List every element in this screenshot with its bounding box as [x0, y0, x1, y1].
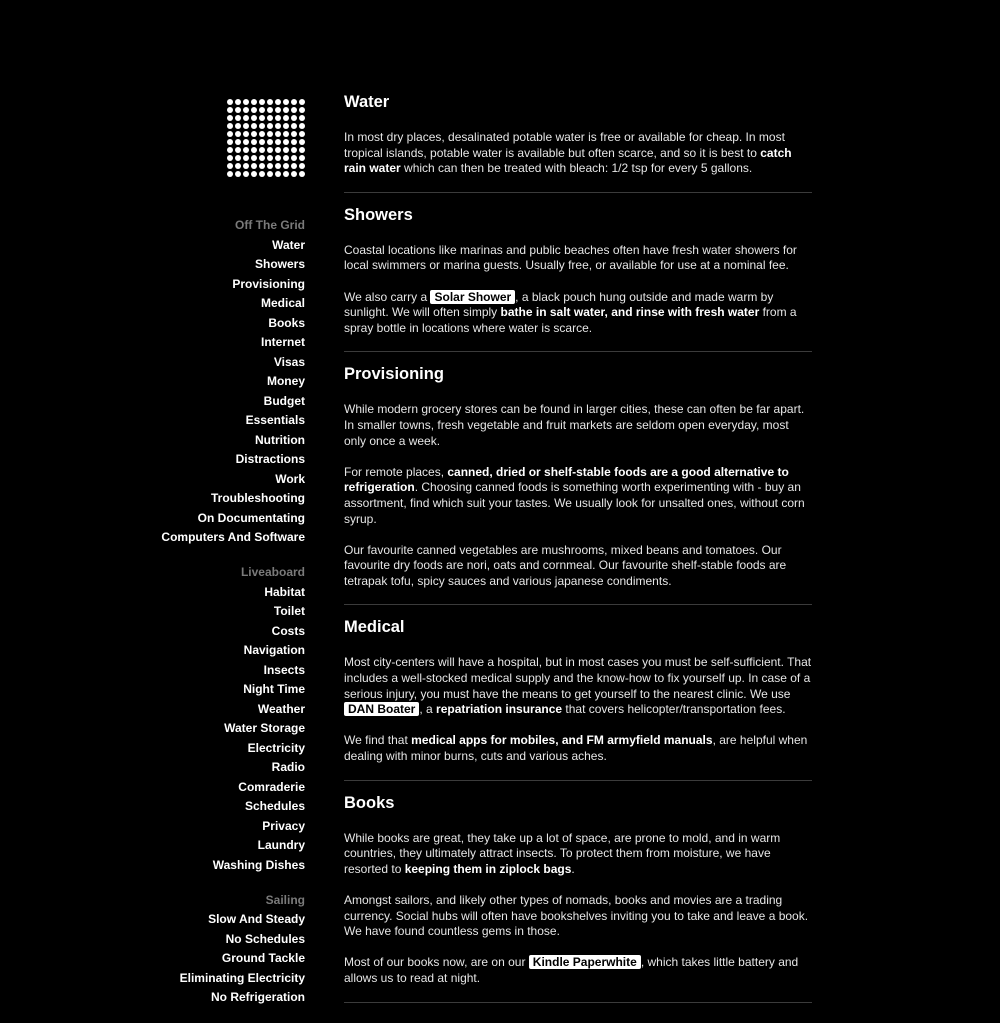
logo-dot [251, 131, 257, 137]
body-text: Amongst sailors, and likely other types of nomads, books and movies are a trading currency. Social hubs will often have bookshelves inviting you to take and leave a book. We have found countless gems in those. [344, 893, 809, 939]
main-content [344, 93, 812, 1016]
body-text: . [571, 861, 575, 876]
product-link[interactable]: Kindle Paperwhite [529, 955, 641, 969]
sidebar-nav-link[interactable]: Slow And Steady [208, 912, 305, 926]
logo-dot [243, 115, 249, 121]
logo-dot [259, 115, 265, 121]
sidebar-nav-link[interactable]: Toilet [273, 604, 305, 618]
logo-dot [275, 107, 281, 113]
logo-dot [275, 99, 281, 105]
content-section [344, 618, 812, 780]
nav-group [100, 891, 305, 1008]
sidebar-nav-link[interactable]: Habitat [264, 584, 305, 599]
section-title: Provisioning [344, 365, 444, 384]
body-text: For remote places, [344, 464, 448, 479]
emphasis-text: bathe in salt water, and rinse with fresh water [500, 305, 760, 320]
body-text: Most city-centers will have a hospital, but in most cases you must be self-sufficient. That includes a well-stocked medical supply and the know-how to fix yourself up. In case of a serious injury, you must have the means to get yourself to the nearest clinic. We use [344, 655, 812, 701]
sidebar-nav-link[interactable]: Night Time [243, 682, 305, 696]
sidebar-nav-link[interactable]: Internet [260, 335, 305, 349]
sidebar-nav-link[interactable]: Comraderie [238, 779, 305, 794]
logo-dot [227, 123, 233, 129]
logo-dot [227, 171, 233, 177]
logo-dot [275, 147, 281, 153]
section-paragraph [344, 465, 812, 527]
logo-dot [267, 123, 273, 129]
sidebar-nav-link[interactable]: Money [266, 374, 305, 388]
sidebar-nav-link[interactable]: Essentials [245, 413, 305, 427]
logo-dot [235, 107, 241, 113]
logo-dot [243, 107, 249, 113]
logo-dot [291, 139, 297, 145]
sidebar-nav-link[interactable]: Books [268, 315, 305, 330]
sidebar-nav-link[interactable]: Privacy [262, 818, 305, 833]
logo-dot [251, 123, 257, 129]
logo-dot [235, 131, 241, 137]
sidebar [100, 94, 305, 1023]
logo-dot [243, 131, 249, 137]
logo-dot [291, 163, 297, 169]
logo-dot [227, 131, 233, 137]
logo-dot [251, 171, 257, 177]
emphasis-text: repatriation insurance [436, 702, 563, 717]
logo-dot [267, 155, 273, 161]
body-text: which can then be treated with bleach: 1/2 tsp for every 5 gallons. [400, 161, 753, 176]
logo-dot [283, 155, 289, 161]
sidebar-nav-link[interactable]: Distractions [235, 452, 305, 466]
logo-dot [227, 155, 233, 161]
logo-dot [267, 139, 273, 145]
logo-dot [235, 163, 241, 169]
sidebar-nav-link[interactable]: Visas [273, 354, 305, 369]
sidebar-nav-link[interactable]: Budget [263, 393, 305, 408]
section-paragraph [344, 543, 812, 590]
logo-dot [259, 147, 265, 153]
logo-dot [259, 107, 265, 113]
logo-dot [243, 171, 249, 177]
body-text: , a black pouch hung outside and made warm by sunlight. We will often simply [344, 289, 774, 320]
section-title: Medical [344, 618, 405, 637]
section-paragraph [344, 243, 812, 274]
sidebar-nav-link[interactable]: No Refrigeration [210, 990, 305, 1004]
logo-dot [235, 155, 241, 161]
logo-dot [267, 171, 273, 177]
section-paragraph [344, 290, 812, 337]
content-section [344, 93, 812, 193]
logo-dot [259, 171, 265, 177]
logo-dot [291, 171, 297, 177]
body-text: In most dry places, desalinated potable water is free or available for cheap. In most tropical islands, potable water is available but often scarce, and so it is best to [344, 130, 785, 160]
logo-dot [251, 115, 257, 121]
logo-dot [299, 171, 305, 177]
section-paragraph [344, 733, 812, 764]
logo-dot [291, 131, 297, 137]
logo-dot [267, 115, 273, 121]
content-section [344, 206, 812, 353]
logo-dot [259, 99, 265, 105]
logo-dot [291, 115, 297, 121]
logo-dot [299, 107, 305, 113]
logo-dot [267, 131, 273, 137]
sidebar-nav-link[interactable]: Nutrition [255, 432, 305, 447]
section-title: Water [344, 93, 390, 111]
logo-dot [283, 123, 289, 129]
logo-dot [259, 123, 265, 129]
sidebar-nav-link[interactable]: Water [272, 237, 305, 252]
logo-dot [275, 155, 281, 161]
logo-dot [251, 139, 257, 145]
logo-dot [259, 163, 265, 169]
body-text: , are helpful when dealing with minor burns, cuts and various aches. [344, 733, 808, 764]
logo-dot [235, 139, 241, 145]
sidebar-nav-link[interactable]: On Documentating [197, 510, 305, 525]
logo-dot [283, 115, 289, 121]
body-text: Most of our books now, are on our [344, 955, 529, 970]
logo-dot [259, 131, 265, 137]
product-link[interactable]: DAN Boater [344, 702, 419, 716]
section-paragraph [344, 655, 812, 717]
body-text: While books are great, they take up a lot of space, are prone to mold, and in warm countries, they ultimately attract insects. To protect them from moisture, we have resorted to [344, 830, 781, 876]
sidebar-nav-link[interactable]: Navigation [243, 643, 305, 657]
logo-dot [227, 107, 233, 113]
logo-dot [275, 123, 281, 129]
logo-dot [275, 171, 281, 177]
logo-dot [243, 123, 249, 129]
logo-dot [243, 139, 249, 145]
content-section [344, 365, 812, 605]
logo-dot [283, 163, 289, 169]
logo-dot [251, 163, 257, 169]
logo-dot [227, 99, 233, 105]
logo-dot [291, 155, 297, 161]
sidebar-nav-link[interactable]: Provisioning [232, 276, 305, 291]
sidebar-nav-link[interactable]: Costs [271, 623, 305, 638]
logo-dot [235, 123, 241, 129]
logo-dot [299, 155, 305, 161]
sidebar-nav-link[interactable]: Insects [263, 662, 305, 677]
logo-dot [227, 139, 233, 145]
sidebar-nav-link[interactable]: No Schedules [225, 931, 305, 946]
section-paragraph [344, 130, 812, 177]
product-link[interactable]: Solar Shower [430, 290, 515, 304]
logo-dot [283, 99, 289, 105]
logo-dot [235, 99, 241, 105]
sidebar-nav-link[interactable]: Showers [254, 257, 305, 271]
sidebar-nav-link[interactable]: Troubleshooting [211, 491, 305, 505]
body-text: We also carry a [344, 289, 431, 304]
logo-dot [227, 147, 233, 153]
sidebar-nav-link[interactable]: Water Storage [224, 721, 305, 735]
sidebar-nav-link[interactable]: Eliminating Electricity [179, 970, 305, 985]
logo-dot [243, 163, 249, 169]
logo-dot [283, 171, 289, 177]
emphasis-text: catch rain water [344, 145, 792, 176]
sidebar-nav-link[interactable]: Schedules [244, 799, 305, 813]
body-text: from a spray bottle in locations where water is scarce. [344, 305, 797, 335]
nav-group-heading: Liveaboard [240, 565, 305, 579]
section-title: Books [344, 793, 395, 812]
logo-dot [291, 147, 297, 153]
logo-dot [291, 123, 297, 129]
logo-dot [275, 163, 281, 169]
section-title: Showers [344, 205, 413, 224]
logo-dot [243, 147, 249, 153]
logo-dot [235, 171, 241, 177]
section-paragraph [344, 893, 812, 940]
nav-group-heading: Sailing [265, 892, 305, 907]
section-paragraph [344, 402, 812, 449]
body-text: We find that [344, 733, 412, 748]
nav-group-heading: Off The Grid [235, 218, 305, 232]
logo-dot [299, 123, 305, 129]
logo-dot [283, 107, 289, 113]
section-paragraph [344, 955, 812, 986]
nav-group [100, 216, 305, 548]
logo-dot [259, 155, 265, 161]
sidebar-nav-link[interactable]: Work [275, 471, 305, 486]
logo-dot [267, 107, 273, 113]
body-text: Coastal locations like marinas and public beaches often have fresh water showers for local swimmers or marina guests. Usually free, or available for use at a nominal fee. [344, 242, 797, 273]
logo-dot [299, 99, 305, 105]
sidebar-nav-link[interactable]: Ground Tackle [221, 951, 305, 965]
emphasis-text: keeping them in ziplock bags [404, 861, 572, 876]
sidebar-nav-link[interactable]: Laundry [257, 838, 305, 852]
logo-dot [283, 139, 289, 145]
sidebar-nav-link[interactable]: Washing Dishes [212, 857, 305, 872]
logo-dot [283, 131, 289, 137]
logo-dot [299, 147, 305, 153]
logo-dot [235, 147, 241, 153]
logo-dot [275, 139, 281, 145]
logo-dot [291, 107, 297, 113]
sidebar-nav-link[interactable]: Computers And Software [161, 530, 305, 544]
nav-groups [100, 216, 305, 1008]
emphasis-text: medical apps for mobiles, and FM armyfield manuals [411, 733, 713, 748]
content-section [344, 794, 812, 1003]
logo-dot [299, 163, 305, 169]
logo-dot [251, 107, 257, 113]
logo-dot [235, 115, 241, 121]
logo-dot [251, 99, 257, 105]
logo-dot [259, 139, 265, 145]
body-text: Our favourite canned vegetables are mushrooms, mixed beans and tomatoes. Our favourite dry foods are nori, oats and cornmeal. Our favourite shelf-stable foods are tetrapak tofu, spicy sauces and various japanese condiments. [344, 542, 787, 588]
logo-dot [243, 99, 249, 105]
logo-dot [227, 115, 233, 121]
logo-dot [251, 147, 257, 153]
logo-dot [251, 155, 257, 161]
logo-dot [299, 139, 305, 145]
logo-dot [243, 155, 249, 161]
logo-dot [275, 131, 281, 137]
logo-dot [299, 131, 305, 137]
body-text: , which takes little battery and allows us to read at night. [344, 955, 799, 985]
nav-group [100, 563, 305, 875]
logo-dot [275, 115, 281, 121]
body-text: While modern grocery stores can be found in larger cities, these can often be far apart. In smaller towns, fresh vegetable and fruit markets are seldom open everyday, most only once a week. [344, 402, 805, 448]
sidebar-nav-link[interactable]: Weather [257, 701, 305, 716]
logo-dot [227, 163, 233, 169]
sidebar-nav-link[interactable]: Radio [271, 760, 305, 774]
logo-dot [267, 147, 273, 153]
section-paragraph [344, 831, 812, 878]
logo-dot [267, 99, 273, 105]
logo-dot [291, 99, 297, 105]
logo-dot [283, 147, 289, 153]
body-text: , a [419, 702, 437, 717]
logo-dot [299, 115, 305, 121]
emphasis-text: canned, dried or shelf-stable foods are a good alternative to refrigeration [344, 464, 789, 495]
logo-dot-grid [227, 99, 305, 177]
body-text: that covers helicopter/transportation fees. [562, 702, 786, 717]
sidebar-nav-link[interactable]: Medical [260, 296, 305, 310]
logo-dot [267, 163, 273, 169]
sidebar-nav-link[interactable]: Electricity [247, 740, 305, 755]
body-text: . Choosing canned foods is something worth experimenting with - buy an assortment, find which suit your tastes. We usually look for unsalted ones, without corn syrup. [344, 480, 805, 526]
